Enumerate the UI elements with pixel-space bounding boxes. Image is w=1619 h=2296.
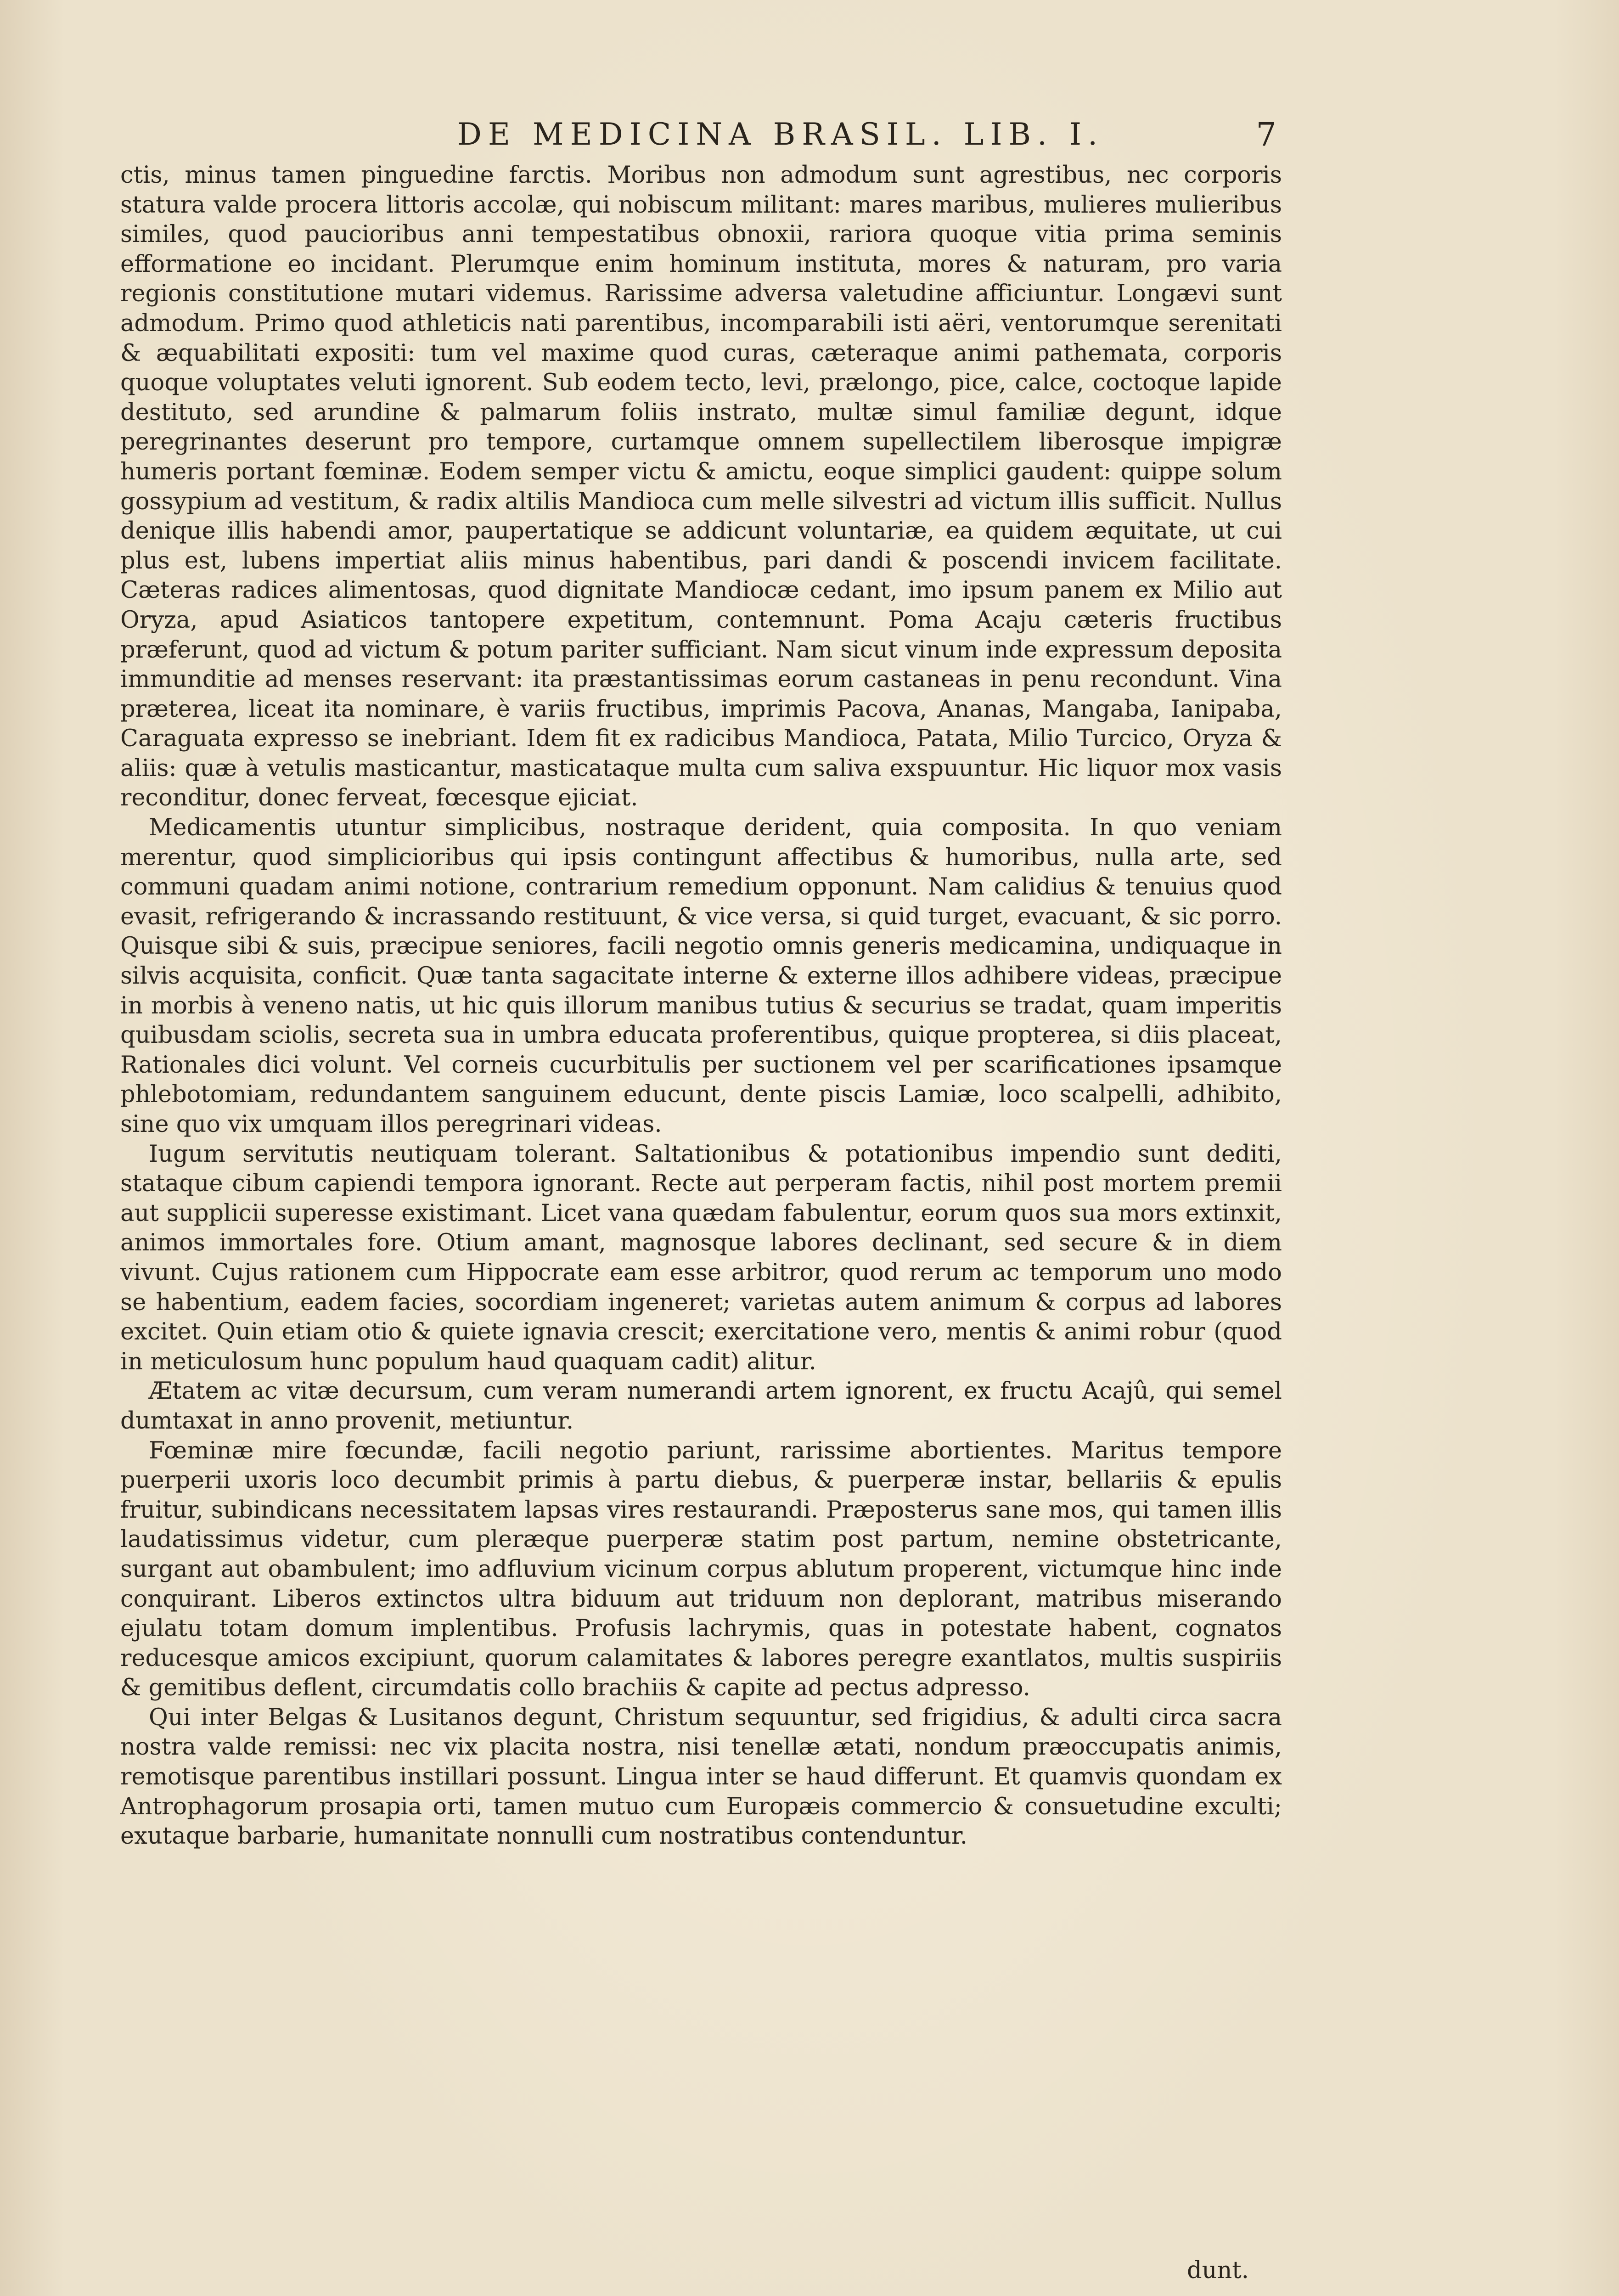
- paragraph-medicaments: Medicamentis utuntur simplicibus, nostraque derident, quia composita. In quo veniam merentur, quod simplicioribus qui ipsis contingunt affectibus & humoribus, nulla arte, sed communi quadam animi notione, contrarium remedium opponunt. Nam calidius & tenuius quod evasit, refrigerando & incrassando restituunt, & vice versa, si quid turget, evacuant, & sic porro. Quisque sibi & suis, præcipue seniores, facili negotio omnis generis medicamina, undiquaque in silvis acquisita, conficit. Quæ tanta sagacitate interne & externe illos adhibere videas, præcipue in morbis à veneno natis, ut hic quis illorum manibus tutius & securius se tradat, quam imperitis quibusdam sciolis, secreta sua in umbra educata proferentibus, quique propterea, si diis placeat, Rationales dici volunt. Vel corneis cucurbitulis per suctionem vel per scarificationes ipsamque phlebotomiam, redundantem sanguinem educunt, dente piscis Lamiæ, loco scalpelli, adhibito, sine quo vix umquam illos peregrinari videas.: [120, 814, 1282, 1138]
- page-number: 7: [1256, 116, 1276, 153]
- paragraph-age: Ætatem ac vitæ decursum, cum veram numerandi artem ignorent, ex fructu Acajû, qui semel dumtaxat in anno provenit, metiuntur.: [120, 1378, 1282, 1435]
- paragraph-customs: ctis, minus tamen pinguedine farctis. Moribus non admodum sunt agrestibus, nec corporis statura valde procera littoris accolæ, qui nobiscum militant: mares maribus, mulieres mulieribus similes, quod paucioribus anni tempestatibus obnoxii, rariora quoque vitia prima seminis efformatione eo incidant. Plerumque enim hominum instituta, mores & naturam, pro varia regionis constitutione mutari videmus. Rarissime adversa valetudine afficiuntur. Longævi sunt admodum. Primo quod athleticis nati parentibus, incomparabili isti aëri, ventorumque serenitati & æquabilitati expositi: tum vel maxime quod curas, cæteraque animi pathemata, corporis quoque voluptates veluti ignorent. Sub eodem tecto, levi, prælongo, pice, calce, coctoque lapide destituto, sed arundine & palmarum foliis instrato, multæ simul familiæ degunt, idque peregrinantes deserunt pro tempore, curtamque omnem supellectilem liberosque impigræ humeris portant fœminæ. Eodem semper victu & amictu, eoque simplici gaudent: quippe solum gossypium ad vestitum, & radix altilis Mandioca cum melle silvestri ad victum illis sufficit. Nullus denique illis habendi amor, paupertatique se addicunt voluntariæ, ea quidem æquitate, ut cui plus est, lubens impertiat aliis minus habentibus, pari dandi & poscendi invicem facilitate. Cæteras radices alimentosas, quod dignitate Mandiocæ cedant, imo ipsum panem ex Milio aut Oryza, apud Asiaticos tantopere expetitum, contemnunt. Poma Acaju cæteris fructibus præferunt, quod ad victum & potum pariter sufficiant. Nam sicut vinum inde expressum deposita immunditie ad menses reservant: ita præstantissimas eorum castaneas in penu recondunt. Vina præterea, liceat ita nominare, è variis fructibus, imprimis Pacova, Ananas, Mangaba, Ianipaba, Caraguata expresso se inebriant. Idem fit ex radicibus Mandioca, Patata, Milio Turcico, Oryza & aliis: quæ à vetulis masticantur, masticataque multa cum saliva exspuuntur. Hic liquor mox vasis reconditur, donec ferveat, fœcesque ejiciat.: [120, 162, 1282, 812]
- body-text: [120, 161, 1282, 2296]
- paragraph-women: Fœminæ mire fœcundæ, facili negotio pariunt, rarissime abortientes. Maritus tempore puerperii uxoris loco decumbit primis à partu diebus, & puerperæ instar, bellariis & epulis fruitur, subindicans necessitatem lapsas vires restaurandi. Præposterus sane mos, qui tamen illis laudatissimus videtur, cum pleræque puerperæ statim post partum, nemine obstetricante, surgant aut obambulent; imo adfluvium vicinum corpus ablutum properent, victumque hinc inde conquirant. Liberos extinctos ultra biduum aut triduum non deplorant, matribus miserando ejulatu totam domum implentibus. Profusis lachrymis, quas in potestate habent, cognatos reducesque amicos excipiunt, quorum calamitates & labores peregre exantlatos, multis suspiriis & gemitibus deflent, circumdatis collo brachiis & capite ad pectus adpresso.: [120, 1437, 1282, 1702]
- paragraph-religion: Qui inter Belgas & Lusitanos degunt, Christum sequuntur, sed frigidius, & adulti circa sacra nostra valde remissi: nec vix placita nostra, nisi tenellæ ætati, nondum præoccupatis animis, remotisque parentibus instillari possunt. Lingua inter se haud differunt. Et quamvis quondam ex Antrophagorum prosapia orti, tamen mutuo cum Europæis commercio & consuetudine exculti; exutaque barbarie, humanitate nonnulli cum nostratibus contenduntur.: [120, 1704, 1282, 1850]
- catchword: dunt.: [1186, 2257, 1249, 2284]
- running-title: DE MEDICINA BRASIL. LIB. I.: [457, 117, 1104, 152]
- paragraph-servitude: Iugum servitutis neutiquam tolerant. Saltationibus & potationibus impendio sunt dediti, stataque cibum capiendi tempora ignorant. Recte aut perperam factis, nihil post mortem premii aut supplicii superesse existimant. Licet vana quædam fabulentur, eorum quos sua mors extinxit, animos immortales fore. Otium amant, magnosque labores declinant, sed secure & in diem vivunt. Cujus rationem cum Hippocrate eam esse arbitror, quod rerum ac temporum uno modo se habentium, eadem facies, socordiam ingeneret; varietas autem animum & corpus ad labores excitet. Quin etiam otio & quiete ignavia crescit; exercitatione vero, mentis & animi robur (quod in meticulosum hunc populum haud quaquam cadit) alitur.: [120, 1140, 1282, 1375]
